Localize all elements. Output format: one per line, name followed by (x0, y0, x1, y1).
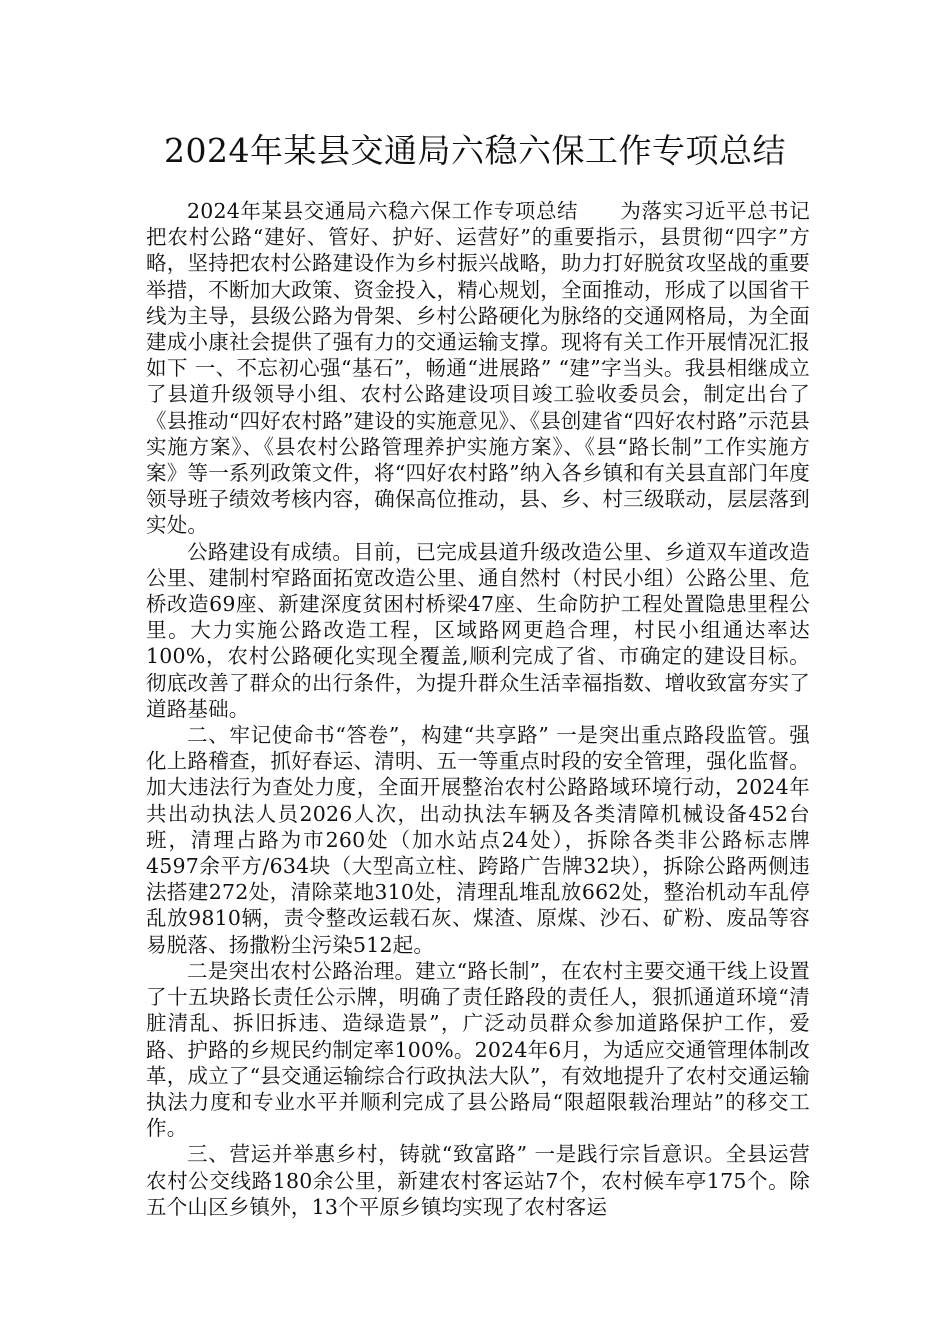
paragraph-operations: 三、营运并举惠乡村，铸就“致富路” 一是践行宗旨意识。全县运营农村公交线路180余公里，新建农村客运站7个，农村候车亭175个。除五个山区乡镇外，13个平原乡镇均实现了农村客运 (146, 1142, 810, 1219)
document-title: 2024年某县交通局六稳六保工作专项总结 (164, 131, 786, 170)
paragraph-road-governance: 二是突出农村公路治理。建立“路长制”，在农村主要交通干线上设置了十五块路长责任公示牌，明确了责任路段的责任人，狠抓通道环境“清脏清乱、拆旧拆违、造绿造景”，广泛动员群众参加道路保护工作，爱路、护路的乡规民约制定率100%。2024年6月，为适应交通管理体制改革，成立了“县交通运输综合行政执法大队”，有效地提升了农村交通运输执法力度和专业水平并顺利完成了县公路局“限超限载治理站”的移交工作。 (146, 958, 810, 1141)
paragraph-construction: 公路建设有成绩。目前，已完成县道升级改造公里、乡道双车道改造公里、建制村窄路面拓宽改造公里、通自然村（村民小组）公路公里、危桥改造69座、新建深度贫困村桥梁47座、生命防护工程处置隐患里程公里。大力实施公路改造工程，区域路网更趋合理，村民小组通达率达100%，农村公路硬化实现全覆盖,顺利完成了省、市确定的建设目标。彻底改善了群众的出行条件，为提升群众生活幸福指数、增收致富夯实了道路基础。 (146, 539, 810, 721)
document-body (146, 198, 810, 1220)
paragraph-intro: 2024年某县交通局六稳六保工作专项总结 为落实习近平总书记把农村公路“建好、管好、护好、运营好”的重要指示，县贯彻“四字”方略，坚持把农村公路建设作为乡村振兴战略，助力打好脱贫攻坚战的重要举措，不断加大政策、资金投入，精心规划，全面推动，形成了以国省干线为主导，县级公路为骨架、乡村公路硬化为脉络的交通网格局，为全面建成小康社会提供了强有力的交通运输支撑。现将有关工作开展情况汇报如下 一、不忘初心强“基石”，畅通“进展路” “建”字当头。我县相继成立了县道升级领导小组、农村公路建设项目竣工验收委员会，制定出台了《县推动“四好农村路”建设的实施意见》、《县创建省“四好农村路”示范县实施方案》、《县农村公路管理养护实施方案》、《县“路长制”工作实施方案》等一系列政策文件，将“四好农村路”纳入各乡镇和有关县直部门年度领导班子绩效考核内容，确保高位推动，县、乡、村三级联动，层层落到实处。 (146, 199, 810, 538)
paragraph-supervision: 二、牢记使命书“答卷”，构建“共享路” 一是突出重点路段监管。强化上路稽查，抓好春运、清明、五一等重点时段的安全管理，强化监督。加大违法行为查处力度，全面开展整治农村公路路域环境行动，2024年共出动执法人员2026人次，出动执法车辆及各类清障机械设备452台班，清理占路为市260处（加水站点24处），拆除各类非公路标志牌4597余平方/634块（大型高立柱、跨路广告牌32块），拆除公路两侧违法搭建272处，清除菜地310处，清理乱堆乱放662处，整治机动车乱停乱放9810辆，责令整改运载石灰、煤渣、原煤、沙石、矿粉、废品等容易脱落、扬撒粉尘污染512起。 (146, 723, 810, 957)
